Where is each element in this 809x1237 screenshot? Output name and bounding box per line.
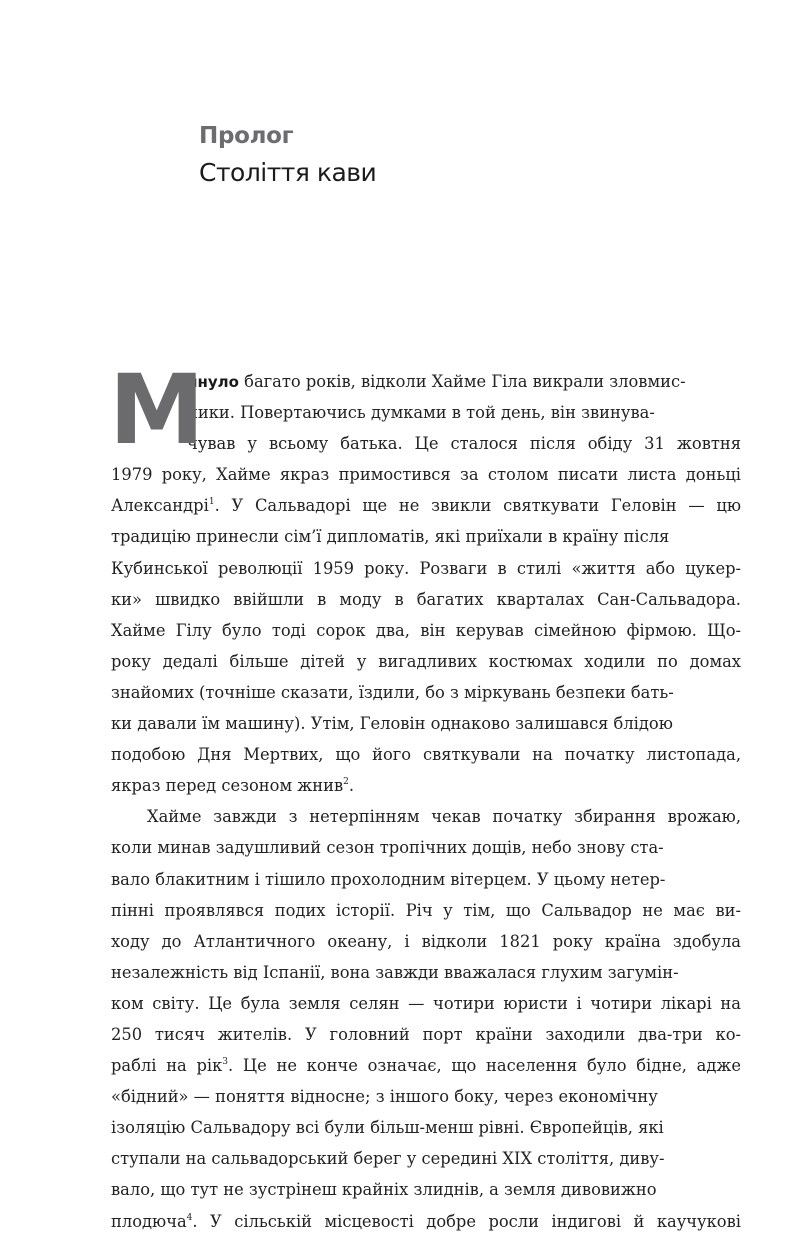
text-line (111, 770, 741, 801)
line-text: знайомих (точніше сказати, їздили, бо з міркувань безпеки бать- (111, 682, 674, 702)
text-line (111, 1081, 741, 1112)
line-text: . (348, 776, 355, 796)
line-text: Хайме завжди з нетерпінням чекав початку збирання врожаю, (147, 807, 741, 827)
text-line (111, 677, 741, 708)
lead-word: инуло (187, 373, 239, 391)
line-text: ступали на сальвадорський берег у середині XIX століття, диву- (111, 1149, 665, 1169)
line-text: ки» швидко ввійшли в моду в багатих кварталах Сан-Сальвадора. (111, 589, 741, 609)
line-text: раблі на рік (111, 1056, 223, 1076)
text-line (111, 1112, 741, 1143)
text-line (111, 584, 741, 615)
text-line (111, 1050, 741, 1081)
line-text: ходу до Атлантичного океану, і відколи 1821 року країна здобула (111, 931, 741, 951)
line-text: вало блакитним і тішило прохолодним вітерцем. У цьому нетер- (111, 869, 666, 889)
line-text: подобою Дня Мертвих, що його святкували на початку листопада, (111, 745, 741, 765)
line-text: коли минав задушливий сезон тропічних дощів, небо знову ста- (111, 838, 664, 858)
line-text: року дедалі більше дітей у вигадливих костюмах ходили по домах (111, 651, 741, 671)
chapter-kicker: Пролог (199, 123, 294, 149)
text-line (111, 801, 741, 832)
text-line (111, 1143, 741, 1174)
text-line (111, 397, 741, 428)
text-line (111, 490, 741, 521)
line-text: . Це не конче означає, що населення було бідне, адже (228, 1056, 742, 1076)
text-line (111, 366, 741, 397)
line-text: багато років, відколи Хайме Гіла викрали зловмис- (244, 372, 686, 391)
line-text: незалежність від Іспанії, вона завжди вважалася глухим загумін- (111, 962, 679, 982)
body-text (109, 354, 742, 1237)
line-text: Кубинської революції 1959 року. Розваги в стилі «життя або цукер- (111, 558, 741, 578)
line-text: якраз перед сезоном жнив (111, 776, 344, 796)
text-line (111, 739, 741, 770)
line-text: ки давали їм машину). Утім, Геловін однаково залишався блідою (111, 714, 673, 734)
text-line (111, 832, 741, 863)
line-text: чував у всьому батька. Це сталося після обіду 31 жовтня (187, 434, 741, 454)
text-line (111, 957, 741, 988)
line-text: «бідний» — поняття відносне; з іншого боку, через економічну (111, 1087, 658, 1107)
line-text: . У сільській місцевості добре росли індигові й каучукові (192, 1211, 741, 1231)
text-line (111, 988, 741, 1019)
text-line (111, 708, 741, 739)
line-text: ізоляцію Сальвадору всі були більш-менш рівні. Європейців, які (111, 1118, 664, 1138)
line-text: 250 тисяч жителів. У головний порт країни заходили два-три ко- (111, 1024, 741, 1044)
line-text: 1979 року, Хайме якраз примостився за столом писати листа доньці (111, 465, 741, 485)
text-line (111, 646, 741, 677)
line-text: . У Сальвадорі ще не звикли святкувати Геловін — цю (214, 496, 741, 516)
line-text: плодюча (111, 1211, 187, 1231)
chapter-title: Століття кави (199, 158, 377, 187)
text-line (111, 1019, 741, 1050)
line-text: пінні проявлявся подих історії. Річ у тім, що Сальвадор не має ви- (111, 900, 741, 920)
line-text: традицію принесли сім’ї дипломатів, які приїхали в країну після (111, 527, 670, 547)
footnote-ref[interactable]: 4 (186, 1212, 193, 1223)
footnote-ref[interactable]: 1 (208, 497, 215, 508)
line-text: ники. Повертаючись думками в той день, він звинува- (187, 403, 655, 423)
text-line (111, 926, 741, 957)
line-text: Александрі (111, 496, 209, 516)
line-text: ком світу. Це була земля селян — чотири юристи і чотири лікарі на (111, 993, 741, 1013)
text-line (111, 1206, 741, 1237)
text-line (111, 615, 741, 646)
text-line (111, 521, 741, 552)
footnote-ref[interactable]: 3 (222, 1057, 229, 1068)
text-line (111, 459, 741, 490)
text-line (111, 428, 741, 459)
line-text: вало, що тут не зустрінеш крайніх злиднів, а земля дивовижно (111, 1180, 657, 1200)
line-text: Хайме Гілу було тоді сорок два, він керував сімейною фірмою. Що- (111, 620, 741, 640)
text-line (111, 864, 741, 895)
footnote-ref[interactable]: 2 (343, 777, 349, 788)
chapter-heading (199, 118, 376, 192)
text-line (111, 895, 741, 926)
text-line (111, 553, 741, 584)
drop-cap: М (109, 354, 201, 466)
text-line (111, 1174, 741, 1205)
